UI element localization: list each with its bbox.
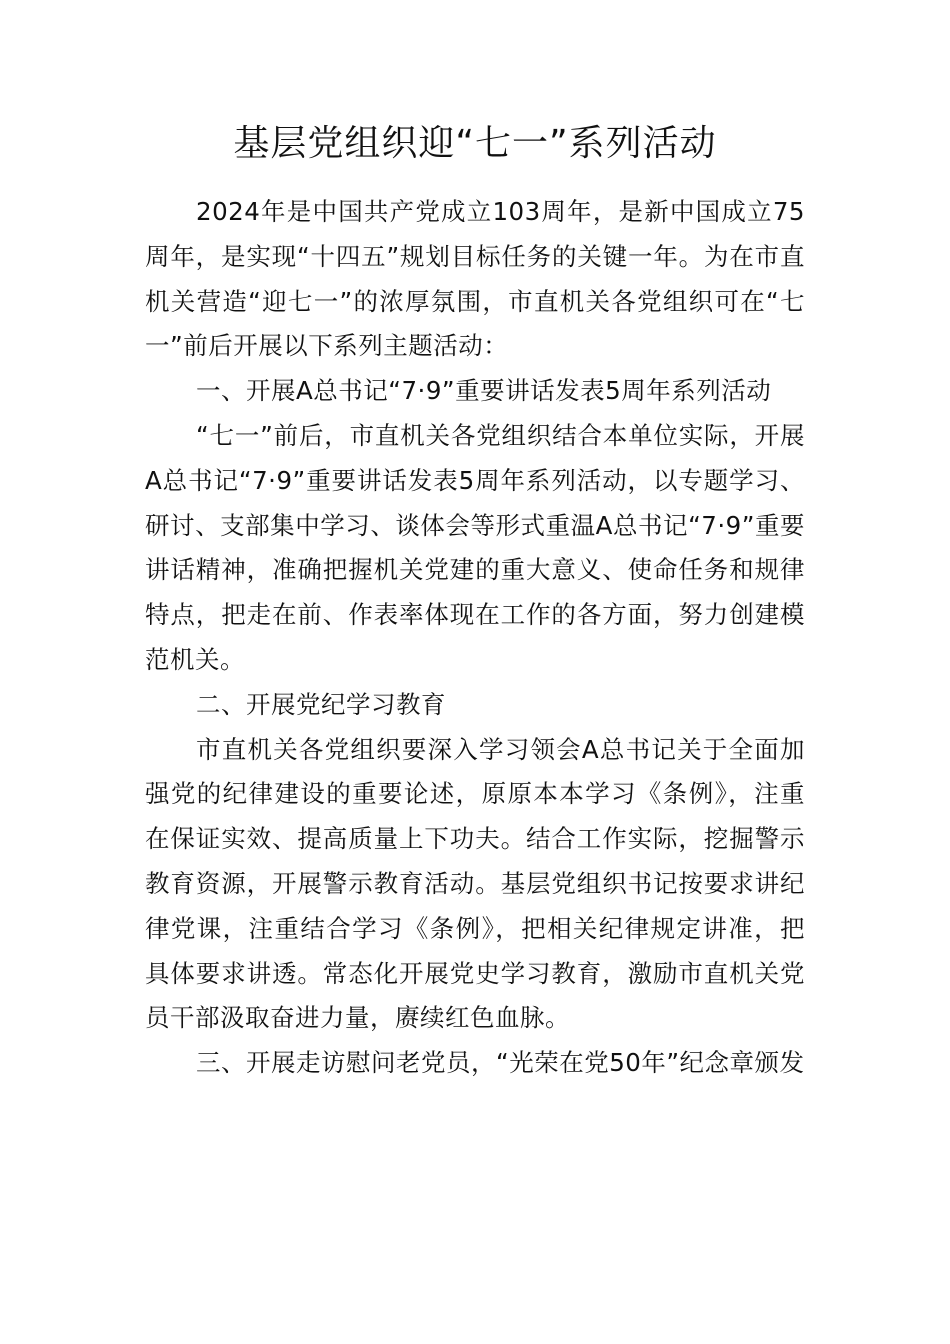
intro-paragraph: 2024年是中国共产党成立103周年，是新中国成立75周年，是实现“十四五”规划目标任务的关键一年。为在市直机关营造“迎七一”的浓厚氛围，市直机关各党组织可在“七一”前后开展以下系列主题活动： [145,197,805,361]
section-heading-3: 三、开展走访慰问老党员，“光荣在党50年”纪念章颁发 [196,1048,805,1078]
document-title: 基层党组织迎“七一”系列活动 [233,123,717,164]
section-heading-2: 二、开展党纪学习教育 [196,689,446,719]
document-body [145,190,805,1086]
section-paragraph-2: 市直机关各党组织要深入学习领会A总书记关于全面加强党的纪律建设的重要论述，原原本本学习《条例》，注重在保证实效、提高质量上下功夫。结合工作实际，挖掘警示教育资源，开展警示教育活动。基层党组织书记按要求讲纪律党课，注重结合学习《条例》，把相关纪律规定讲准，把具体要求讲透。常态化开展党史学习教育，激励市直机关党员干部汲取奋进力量，赓续红色血脉。 [145,734,805,1033]
section-heading-1: 一、开展A总书记“7·9”重要讲话发表5周年系列活动 [196,376,772,406]
section-paragraph-1: “七一”前后，市直机关各党组织结合本单位实际，开展A总书记“7·9”重要讲话发表5周年系列活动，以专题学习、研讨、支部集中学习、谈体会等形式重温A总书记“7·9”重要讲话精神，准确把握机关党建的重大意义、使命任务和规律特点，把走在前、作表率体现在工作的各方面，努力创建模范机关。 [145,420,805,674]
